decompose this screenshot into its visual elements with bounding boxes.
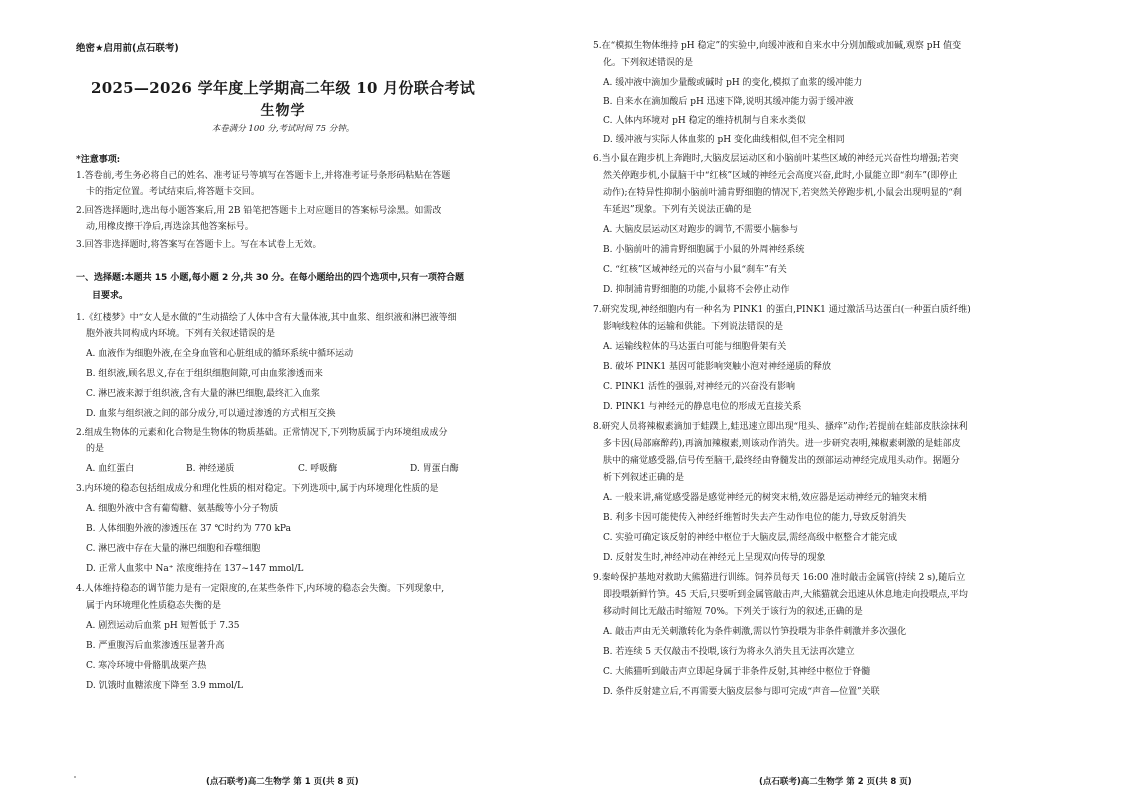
scan-speck [74, 776, 76, 778]
question-option: A. 剧烈运动后血浆 pH 短暂低于 7.35 [86, 621, 240, 631]
question-option: A. 大脑皮层运动区对跑步的调节,不需要小脑参与 [603, 225, 799, 235]
question-option: D. 血浆与组织液之间的部分成分,可以通过渗透的方式相互交换 [86, 409, 336, 419]
question-option: A. 血红蛋白 [86, 464, 135, 474]
question-option: D. 条件反射建立后,不再需要大脑皮层参与即可完成“声音—位置”关联 [603, 687, 880, 697]
page-footer-left: (点石联考)高二生物学 第 1 页(共 8 页) [206, 777, 359, 787]
question-option: D. 反射发生时,神经冲动在神经元上呈现双向传导的现象 [603, 553, 826, 563]
question-line: 3.内环境的稳态包括组成成分和理化性质的相对稳定。下列选项中,属于内环境理化性质的是 [76, 484, 439, 494]
question-option: C. 人体内环境对 pH 稳定的维持机制与自来水类似 [603, 116, 806, 126]
question-option: B. 人体细胞外液的渗透压在 37 ℃时约为 770 kPa [86, 524, 291, 534]
notice-heading: *注意事项: [76, 155, 121, 165]
question-line: 6.当小鼠在跑步机上奔跑时,大脑皮层运动区和小脑前叶某些区域的神经元兴奋性均增强;若突 [593, 154, 959, 164]
notice-line: 卡的指定位置。考试结束后,将答题卡交回。 [86, 187, 260, 197]
question-line: 即投喂新鲜竹笋。45 天后,只要听到金属管敲击声,大熊猫就会迅速从休息地走向投喂点,平均 [603, 590, 968, 600]
question-option: C. 寒冷环境中骨骼肌战栗产热 [86, 661, 207, 671]
section-heading: 一、选择题:本题共 15 小题,每小题 2 分,共 30 分。在每小题给出的四个选项中,只有一项符合题 [76, 273, 464, 283]
question-line: 的是 [86, 444, 105, 454]
question-option: C. 淋巴液中存在大量的淋巴细胞和吞噬细胞 [86, 544, 261, 554]
question-option: A. 敲击声由无关刺激转化为条件刺激,需以竹笋投喂为非条件刺激并多次强化 [603, 627, 907, 637]
question-option: B. 组织液,顾名思义,存在于组织细胞间隙,可由血浆渗透而来 [86, 369, 323, 379]
question-option: D. 正常人血浆中 Na⁺ 浓度维持在 137~147 mmol/L [86, 564, 304, 574]
question-option: B. 利多卡因可能使传入神经纤维暂时失去产生动作电位的能力,导致反射消失 [603, 513, 907, 523]
exam-info: 本卷满分 100 分,考试时间 75 分钟。 [211, 124, 355, 134]
question-line: 2.组成生物体的元素和化合物是生物体的物质基础。正常情况下,下列物质属于内环境组成成分 [76, 428, 448, 438]
question-line: 1.《红楼梦》中“女人是水做的”生动描绘了人体中含有大量体液,其中血浆、组织液和淋巴液等细 [76, 313, 457, 323]
question-option: B. 神经递质 [186, 464, 235, 474]
question-option: C. 淋巴液来源于组织液,含有大量的淋巴细胞,最终汇入血浆 [86, 389, 321, 399]
page-right [583, 0, 1123, 794]
question-line: 5.在“模拟生物体维持 pH 稳定”的实验中,向缓冲液和自来水中分别加酸或加碱,观察 pH 值变 [593, 41, 962, 51]
question-line: 属于内环境理化性质稳态失衡的是 [86, 601, 222, 611]
question-line: 4.人体维持稳态的调节能力是有一定限度的,在某些条件下,内环境的稳态会失衡。下列现象中, [76, 584, 445, 594]
question-line: 多卡因(局部麻醉药),再滴加辣椒素,则该动作消失。进一步研究表明,辣椒素刺激的是蛙部皮 [603, 439, 961, 449]
question-option: A. 缓冲液中滴加少量酸或碱时 pH 的变化,模拟了血浆的缓冲能力 [603, 78, 863, 88]
notice-line: 2.回答选择题时,选出每小题答案后,用 2B 铅笔把答题卡上对应题目的答案标号涂黑。如需改 [76, 206, 442, 216]
page-left [0, 0, 540, 794]
exam-title: 2025—2026 学年度上学期高二年级 10 月份联合考试 [90, 79, 476, 97]
question-option: A. 血液作为细胞外液,在全身血管和心脏组成的循环系统中循环运动 [86, 349, 354, 359]
section-heading: 目要求。 [92, 291, 129, 301]
question-option: D. 胃蛋白酶 [410, 464, 459, 474]
question-option: C. 大熊猫听到敲击声立即起身属于非条件反射,其神经中枢位于脊髓 [603, 667, 871, 677]
question-line: 9.秦岭保护基地对救助大熊猫进行训练。饲养员每天 16:00 准时敲击金属管(持续 2 s),随后立 [593, 573, 966, 583]
question-option: D. 缓冲液与实际人体血浆的 pH 变化曲线相似,但不完全相同 [603, 135, 845, 145]
secret-mark: 绝密★启用前(点石联考) [76, 43, 179, 54]
notice-line: 动,用橡皮擦干净后,再选涂其他答案标号。 [86, 222, 254, 232]
question-line: 影响线粒体的运输和供能。下列说法错误的是 [603, 322, 784, 332]
question-option: A. 运输线粒体的马达蛋白可能与细胞骨架有关 [603, 342, 787, 352]
notice-line: 3.回答非选择题时,将答案写在答题卡上。写在本试卷上无效。 [76, 240, 322, 250]
question-line: 移动时间比无敲击时缩短 70%。下列关于该行为的叙述,正确的是 [603, 607, 863, 617]
question-option: B. 小脑前叶的浦肯野细胞属于小鼠的外周神经系统 [603, 245, 805, 255]
question-option: C. PINK1 活性的强弱,对神经元的兴奋没有影响 [603, 382, 795, 392]
question-line: 动作);在特异性抑制小脑前叶浦肯野细胞的情况下,若突然关停跑步机,小鼠会出现明显的“刹 [603, 188, 962, 198]
question-line: 7.研究发现,神经细胞内有一种名为 PINK1 的蛋白,PINK1 通过激活马达蛋白(一种蛋白质纤维) [593, 305, 971, 315]
subject-title: 生物学 [260, 103, 306, 119]
question-option: D. 抑制浦肯野细胞的功能,小鼠将不会停止动作 [603, 285, 790, 295]
question-option: C. “红核”区域神经元的兴奋与小鼠“刹车”有关 [603, 265, 787, 275]
question-option: A. 细胞外液中含有葡萄糖、氨基酸等小分子物质 [86, 504, 279, 514]
question-option: A. 一般来讲,痛觉感受器是感觉神经元的树突末梢,效应器是运动神经元的轴突末梢 [603, 493, 927, 503]
question-line: 肤中的痛觉感受器,信号传至脑干,最终经由脊髓发出的颈部运动神经完成甩头动作。据题分 [603, 456, 960, 466]
page-footer-right: (点石联考)高二生物学 第 2 页(共 8 页) [759, 777, 912, 787]
question-option: C. 呼吸酶 [298, 464, 338, 474]
question-option: B. 若连续 5 天仅敲击不投喂,该行为将永久消失且无法再次建立 [603, 647, 855, 657]
question-line: 车延迟”现象。下列有关说法正确的是 [603, 205, 752, 215]
question-line: 析下列叙述正确的是 [603, 473, 685, 483]
question-line: 化。下列叙述错误的是 [603, 58, 694, 68]
question-line: 然关停跑步机,小鼠脑干中“红核”区域的神经元会高度兴奋,此时,小鼠能立即“刹车”(即停止 [603, 171, 958, 181]
question-line: 胞外液共同构成内环境。下列有关叙述错误的是 [86, 329, 276, 339]
question-option: B. 严重腹泻后血浆渗透压显著升高 [86, 641, 225, 651]
notice-line: 1.答卷前,考生务必将自己的姓名、准考证号等填写在答题卡上,并将准考证号条形码粘贴在答题 [76, 171, 451, 181]
question-option: D. 饥饿时血糖浓度下降至 3.9 mmol/L [86, 681, 244, 691]
question-option: B. 破坏 PINK1 基因可能影响突触小泡对神经递质的释放 [603, 362, 831, 372]
question-line: 8.研究人员将辣椒素滴加于蛙蹼上,蛙迅速立即出现“甩头、搔痒”动作;若提前在蛙部皮肤涂抹利 [593, 422, 968, 432]
question-option: C. 实验可确定该反射的神经中枢位于大脑皮层,需经高级中枢整合才能完成 [603, 533, 898, 543]
question-option: D. PINK1 与神经元的静息电位的形成无直接关系 [603, 402, 802, 412]
question-option: B. 自来水在滴加酸后 pH 迅速下降,说明其缓冲能力弱于缓冲液 [603, 97, 854, 107]
